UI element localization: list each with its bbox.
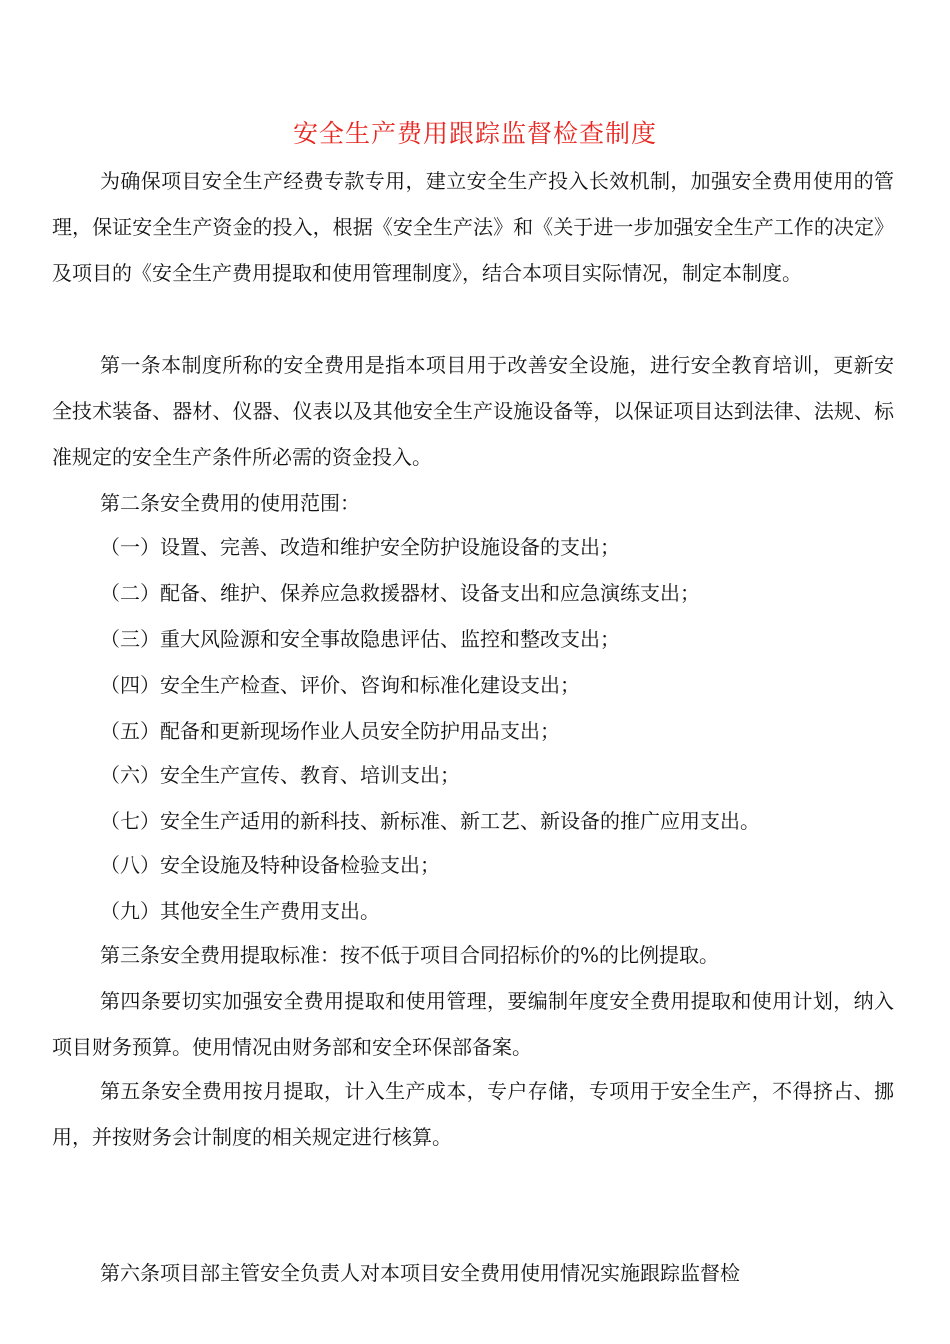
scope-item: （二）配备、维护、保养应急救援器材、设备支出和应急演练支出； xyxy=(100,581,700,605)
article-4-paragraph: 第四条要切实加强安全费用提取和使用管理，要编制年度安全费用提取和使用计划，纳入项目财务预算。使用情况由财务部和安全环保部备案。 xyxy=(52,989,894,1059)
article-3-paragraph: 第三条安全费用提取标准：按不低于项目合同招标价的%的比例提取。 xyxy=(100,943,720,967)
scope-item: （一）设置、完善、改造和维护安全防护设施设备的支出； xyxy=(100,535,620,559)
article-2-heading: 第二条安全费用的使用范围： xyxy=(100,491,360,515)
scope-item: （九）其他安全生产费用支出。 xyxy=(100,899,380,923)
article-6-paragraph: 第六条项目部主管安全负责人对本项目安全费用使用情况实施跟踪监督检 xyxy=(100,1261,740,1285)
article-1-paragraph: 第一条本制度所称的安全费用是指本项目用于改善安全设施，进行安全教育培训，更新安全技术装备、器材、仪器、仪表以及其他安全生产设施设备等，以保证项目达到法律、法规、标准规定的安全生产条件所必需的资金投入。 xyxy=(52,353,894,469)
intro-paragraph: 为确保项目安全生产经费专款专用，建立安全生产投入长效机制，加强安全费用使用的管理，保证安全生产资金的投入，根据《安全生产法》和《关于进一步加强安全生产工作的决定》及项目的《安全生产费用提取和使用管理制度》，结合本项目实际情况，制定本制度。 xyxy=(52,169,894,285)
scope-item: （六）安全生产宣传、教育、培训支出； xyxy=(100,763,460,787)
scope-item: （七）安全生产适用的新科技、新标准、新工艺、新设备的推广应用支出。 xyxy=(100,809,760,833)
scope-item: （四）安全生产检查、评价、咨询和标准化建设支出； xyxy=(100,673,580,697)
document-title: 安全生产费用跟踪监督检查制度 xyxy=(292,119,657,148)
article-5-paragraph: 第五条安全费用按月提取，计入生产成本，专户存储，专项用于安全生产，不得挤占、挪用，并按财务会计制度的相关规定进行核算。 xyxy=(52,1079,894,1149)
scope-item: （三）重大风险源和安全事故隐患评估、监控和整改支出； xyxy=(100,627,620,651)
scope-item: （五）配备和更新现场作业人员安全防护用品支出； xyxy=(100,719,560,743)
scope-item: （八）安全设施及特种设备检验支出； xyxy=(100,853,440,877)
